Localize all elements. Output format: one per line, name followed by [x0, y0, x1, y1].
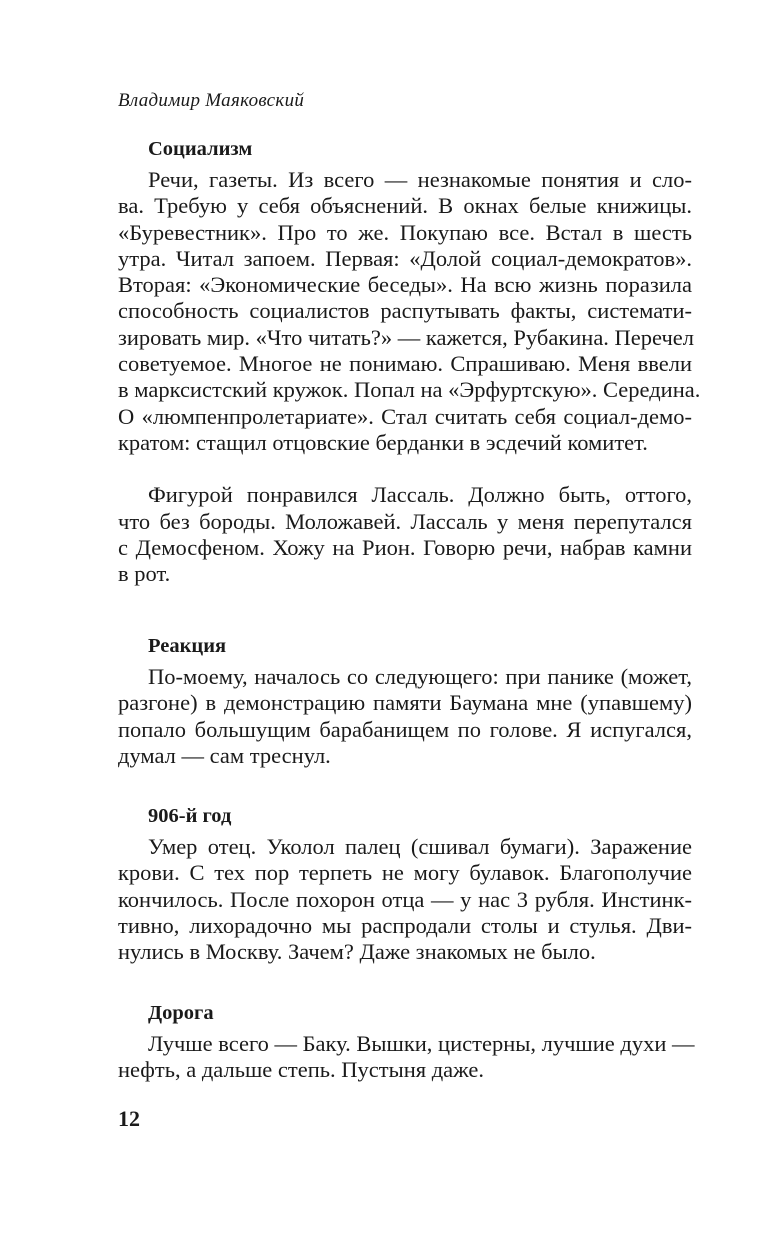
- section-heading: 906-й год: [148, 805, 232, 827]
- text-line: Фигурой понравился Лассаль. Должно быть, оттого,: [148, 482, 692, 508]
- text-line: О «люмпенпролетариате». Стал считать себя социал-демо-: [118, 403, 692, 429]
- text-line: По-моему, началось со следующего: при панике (может,: [148, 664, 692, 689]
- text-line: кратом: стащил отцовские берданки в эсдечий комитет.: [118, 429, 648, 455]
- text-line: что без бороды. Моложавей. Лассаль у меня перепутался: [118, 508, 692, 534]
- section-road: [118, 1000, 695, 1084]
- text-line: Вторая: «Экономические беседы». На всю жизнь поразила: [118, 272, 692, 298]
- text-line: Лучше всего — Баку. Вышки, цистерны, лучшие духи —: [148, 1031, 695, 1056]
- text-line: крови. С тех пор терпеть не могу булавок. Благополучие: [118, 860, 692, 886]
- paragraph: [118, 482, 692, 587]
- section-socialism: [118, 136, 701, 587]
- section-heading: Дорога: [148, 1002, 214, 1024]
- text-line: нулись в Москву. Зачем? Даже знакомых не было.: [118, 939, 596, 965]
- paragraph: [118, 664, 692, 769]
- paragraph: [118, 167, 701, 456]
- text-line: «Буревестник». Про то же. Покупаю все. Встал в шесть: [118, 219, 692, 245]
- page-number: 12: [118, 1106, 140, 1131]
- text-line: способность социалистов распутывать факты, системати-: [118, 298, 692, 324]
- text-line: попало большущим барабанищем по голове. Я испугался,: [118, 716, 692, 742]
- running-head: Владимир Маяковский: [118, 90, 305, 111]
- section-heading: Реакция: [148, 635, 227, 657]
- text-line: Умер отец. Уколол палец (сшивал бумаги). Заражение: [148, 834, 692, 859]
- section-1906: [118, 803, 692, 965]
- text-line: думал — сам треснул.: [118, 742, 331, 768]
- text-line: кончилось. После похорон отца — у нас 3 рубля. Инстинк-: [118, 886, 692, 912]
- text-line: зировать мир. «Что читать?» — кажется, Рубакина. Перечел: [118, 324, 694, 350]
- text-line: Речи, газеты. Из всего — незнакомые понятия и сло-: [148, 167, 692, 192]
- text-line: в марксистский кружок. Попал на «Эрфуртскую». Середина.: [118, 377, 701, 403]
- section-heading: Социализм: [148, 138, 253, 160]
- text-line: нефть, а дальше степь. Пустыня даже.: [118, 1057, 484, 1083]
- text-line: ва. Требую у себя объяснений. В окнах белые книжицы.: [118, 193, 692, 219]
- paragraph: [118, 1031, 695, 1084]
- text-line: в рот.: [118, 561, 171, 587]
- text-line: утра. Читал запоем. Первая: «Долой социал-демократов».: [118, 245, 692, 271]
- paragraph: [118, 834, 692, 965]
- text-line: советуемое. Многое не понимаю. Спрашиваю. Меня ввели: [118, 351, 692, 377]
- text-line: тивно, лихорадочно мы распродали столы и стулья. Дви-: [118, 912, 692, 938]
- text-line: с Демосфеном. Хожу на Рион. Говорю речи, набрав камни: [118, 534, 692, 560]
- section-reaction: [118, 633, 692, 769]
- text-line: разгоне) в демонстрацию памяти Баумана мне (упавшему): [118, 690, 692, 716]
